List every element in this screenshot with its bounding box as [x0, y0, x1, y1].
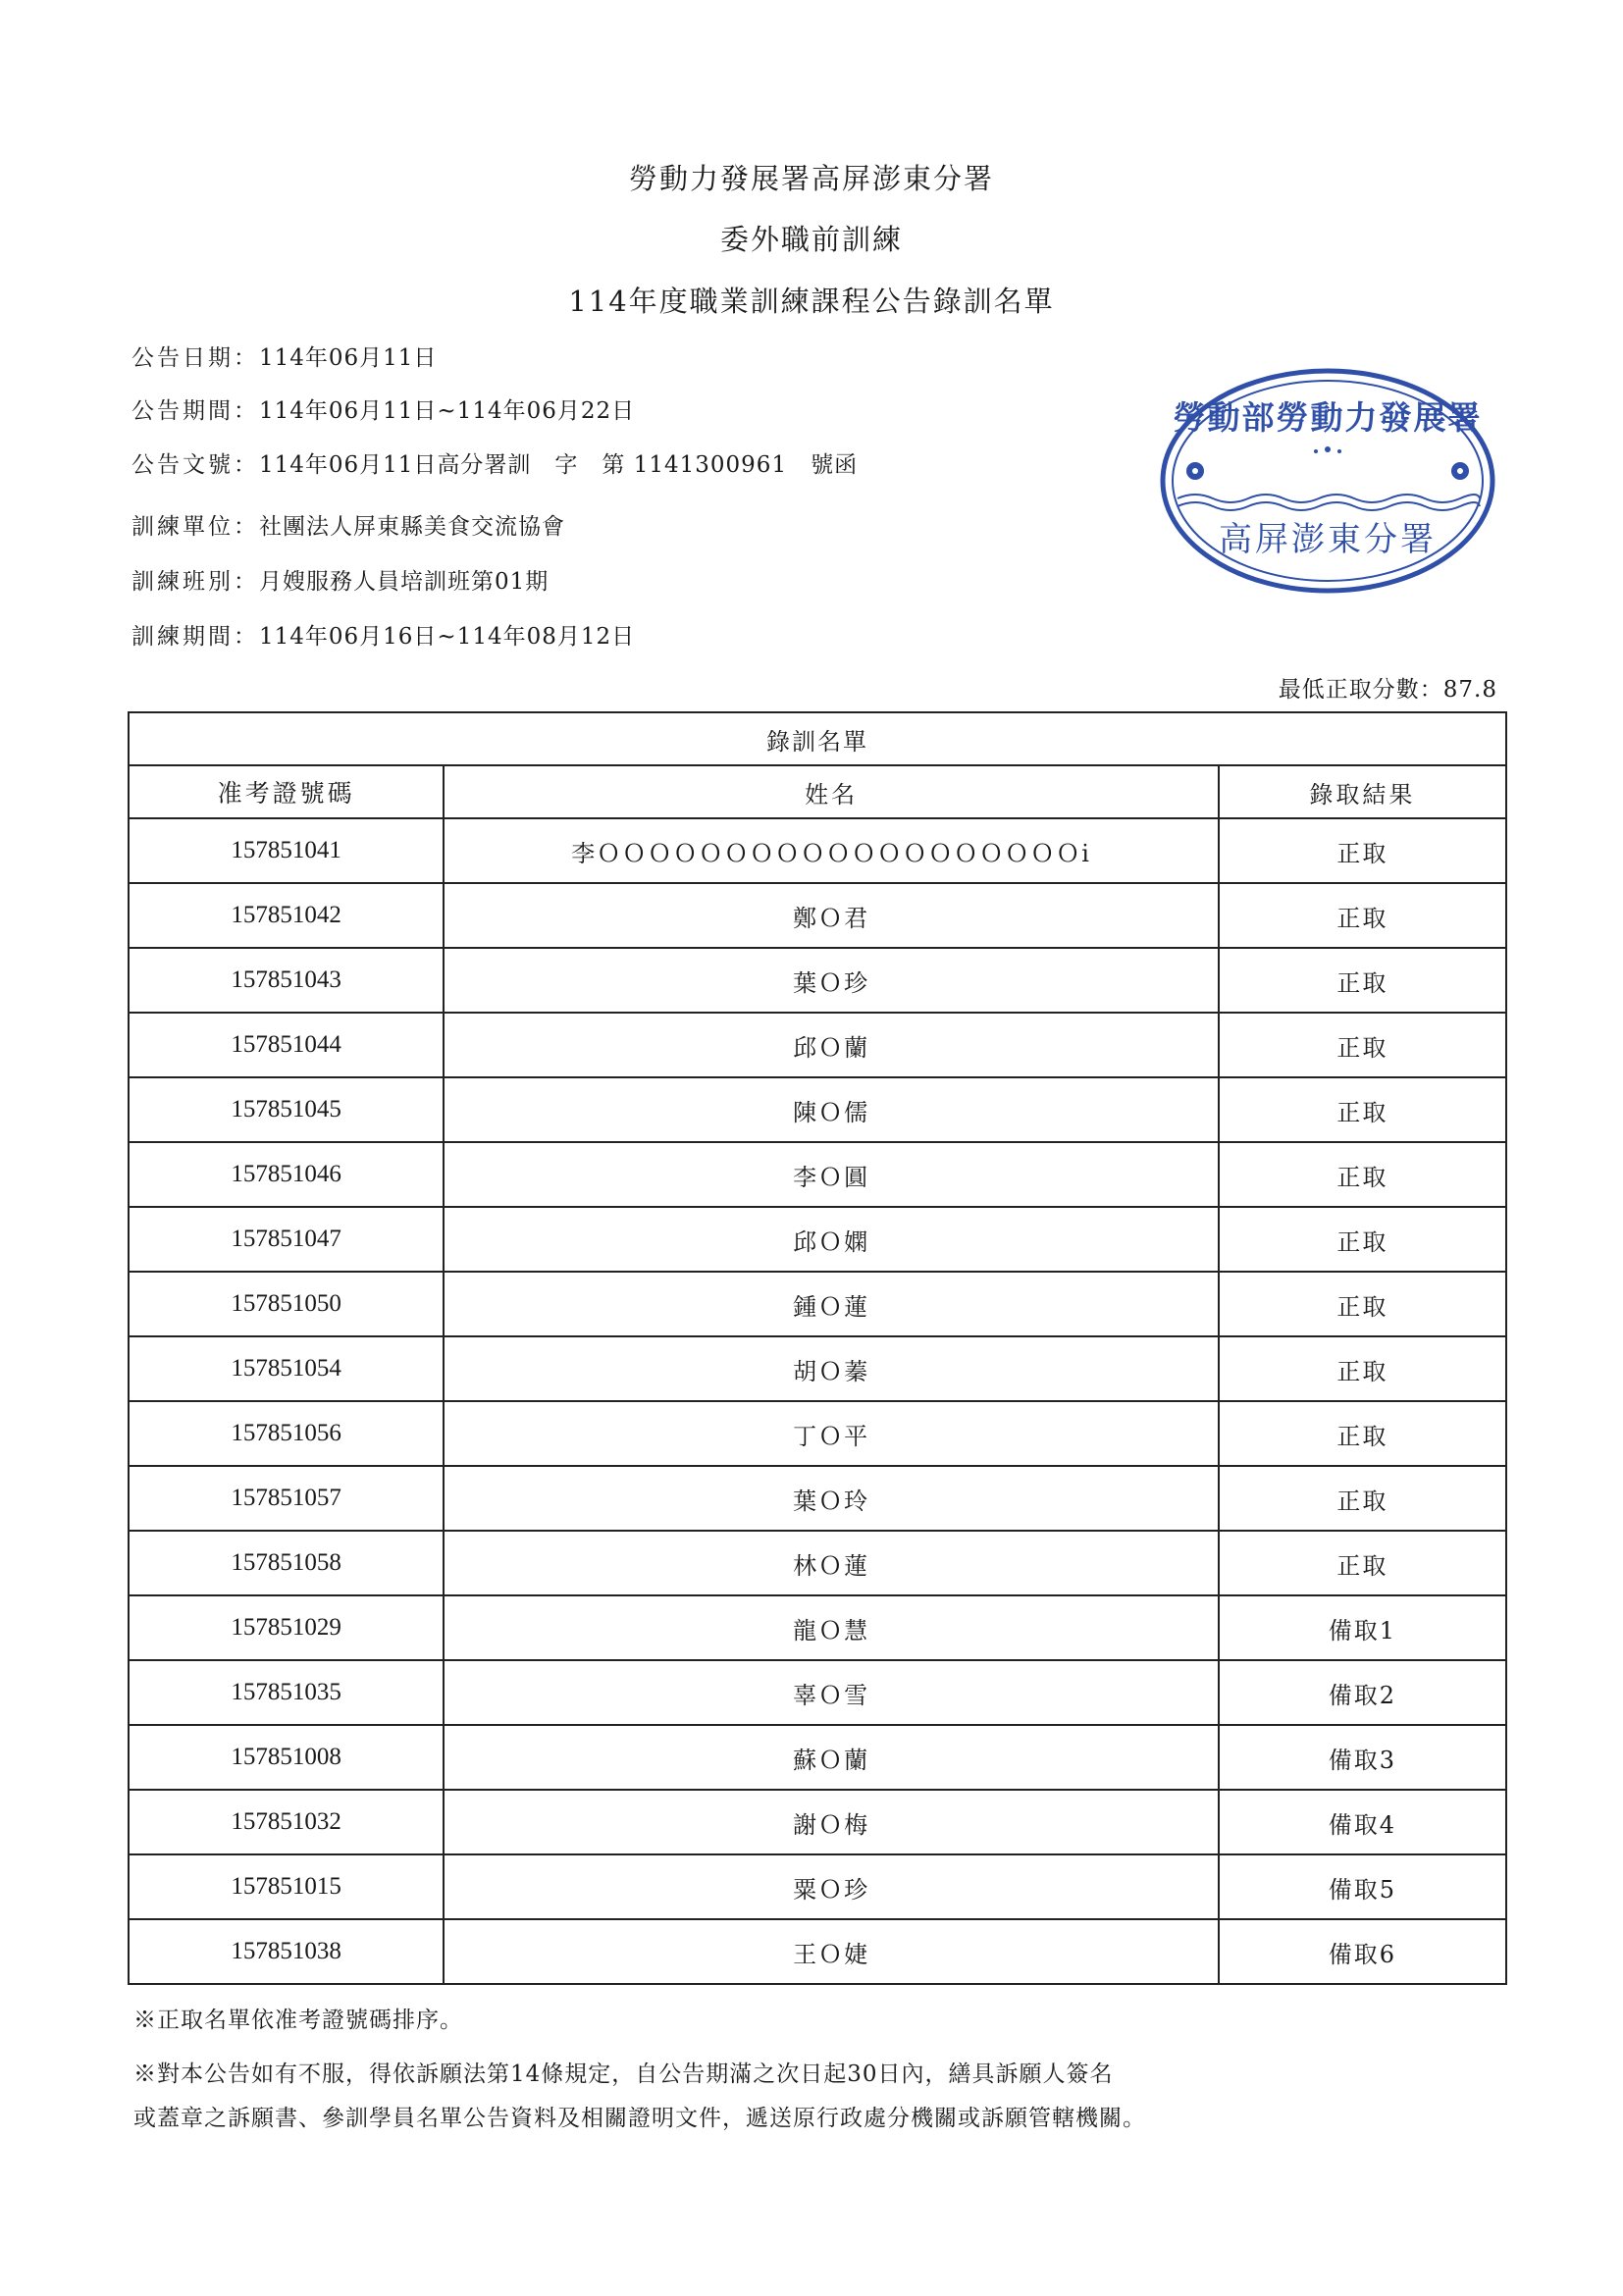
- cell-name: 龍Ｏ慧: [444, 1595, 1219, 1660]
- note-appeal-line2: 或蓋章之訴願書、參訓學員名單公告資料及相關證明文件，遞送原行政處分機關或訴願管轄機關。: [133, 2106, 1146, 2131]
- announce-period-label: 公告期間：: [131, 398, 259, 424]
- cell-name: 辜Ｏ雪: [444, 1660, 1219, 1725]
- admission-table: [128, 711, 1507, 1985]
- table-row: [129, 1790, 1506, 1854]
- table-row: [129, 883, 1506, 948]
- cell-name: 葉Ｏ珍: [444, 948, 1219, 1013]
- cell-result: 正取: [1219, 1401, 1506, 1466]
- table-row: [129, 948, 1506, 1013]
- cell-result: 正取: [1219, 948, 1506, 1013]
- training-unit-label: 訓練單位：: [131, 514, 259, 540]
- cell-exam-id: 157851056: [129, 1401, 444, 1466]
- table-row: [129, 1531, 1506, 1595]
- cell-exam-id: 157851050: [129, 1272, 444, 1336]
- table-caption: 錄訓名單: [129, 712, 1506, 765]
- cell-result: 正取: [1219, 1466, 1506, 1531]
- training-class: [131, 563, 549, 596]
- cell-result: 正取: [1219, 1336, 1506, 1401]
- cell-result: 正取: [1219, 1142, 1506, 1207]
- announce-period-value: 114年06月11日~114年06月22日: [259, 398, 636, 424]
- cell-result: 備取4: [1219, 1790, 1506, 1854]
- cell-exam-id: 157851058: [129, 1531, 444, 1595]
- announce-period: [131, 392, 635, 425]
- cell-result: 正取: [1219, 1207, 1506, 1272]
- table-row: [129, 1725, 1506, 1790]
- table-row: [129, 1336, 1506, 1401]
- table-row: [129, 1077, 1506, 1142]
- cell-result: 備取2: [1219, 1660, 1506, 1725]
- program-title: 委外職前訓練: [719, 223, 903, 256]
- cell-result: 備取6: [1219, 1919, 1506, 1984]
- cell-name: 胡Ｏ蓁: [444, 1336, 1219, 1401]
- cell-exam-id: 157851035: [129, 1660, 444, 1725]
- training-class-value: 月嫂服務人員培訓班第01期: [259, 569, 550, 595]
- cell-result: 正取: [1219, 1272, 1506, 1336]
- cell-name: 謝Ｏ梅: [444, 1790, 1219, 1854]
- official-seal-stamp: [1156, 363, 1499, 599]
- header-name: 姓名: [444, 765, 1219, 818]
- cell-name: 丁Ｏ平: [444, 1401, 1219, 1466]
- doc-number-label: 公告文號：: [131, 452, 259, 478]
- doc-number-value: 114年06月11日高分署訓 字 第 1141300961 號函: [259, 452, 859, 478]
- table-header-row: [129, 765, 1506, 818]
- agency-title: 勞動力發展署高屏澎東分署: [628, 162, 994, 195]
- cell-exam-id: 157851038: [129, 1919, 444, 1984]
- cell-exam-id: 157851029: [129, 1595, 444, 1660]
- table-row: [129, 1466, 1506, 1531]
- table-row: [129, 1272, 1506, 1336]
- announce-date: [131, 339, 437, 372]
- cell-result: 正取: [1219, 883, 1506, 948]
- announce-date-label: 公告日期：: [131, 345, 259, 371]
- cell-name: 粟Ｏ珍: [444, 1854, 1219, 1919]
- cell-exam-id: 157851032: [129, 1790, 444, 1854]
- minimum-score: 最低正取分數：87.8: [1278, 677, 1497, 703]
- seal-top-text: 勞動部勞動力發展署: [1173, 398, 1483, 437]
- table-row: [129, 1207, 1506, 1272]
- cell-result: 備取5: [1219, 1854, 1506, 1919]
- cell-exam-id: 157851008: [129, 1725, 444, 1790]
- list-title: 114年度職業訓練課程公告錄訓名單: [568, 285, 1055, 318]
- table-row: [129, 1919, 1506, 1984]
- table-row: [129, 1854, 1506, 1919]
- note-appeal-line1: ※對本公告如有不服，得依訴願法第14條規定，自公告期滿之次日起30日內，繕具訴願人簽名: [133, 2061, 1114, 2087]
- cell-result: 正取: [1219, 818, 1506, 883]
- cell-name: 王Ｏ婕: [444, 1919, 1219, 1984]
- cell-result: 正取: [1219, 1013, 1506, 1077]
- cell-exam-id: 157851043: [129, 948, 444, 1013]
- table-row: [129, 1595, 1506, 1660]
- header-exam-id: 准考證號碼: [129, 765, 444, 818]
- cell-exam-id: 157851054: [129, 1336, 444, 1401]
- table-row: [129, 818, 1506, 883]
- cell-name: 邱Ｏ嫻: [444, 1207, 1219, 1272]
- cell-name: 蘇Ｏ蘭: [444, 1725, 1219, 1790]
- cell-result: 備取3: [1219, 1725, 1506, 1790]
- table-row: [129, 1142, 1506, 1207]
- table-row: [129, 1013, 1506, 1077]
- cell-name: 鄭Ｏ君: [444, 883, 1219, 948]
- training-unit-value: 社團法人屏東縣美食交流協會: [259, 514, 565, 540]
- cell-exam-id: 157851041: [129, 818, 444, 883]
- training-class-label: 訓練班別：: [131, 569, 259, 595]
- cell-result: 正取: [1219, 1077, 1506, 1142]
- announce-date-value: 114年06月11日: [259, 345, 438, 371]
- cell-exam-id: 157851046: [129, 1142, 444, 1207]
- cell-name: 陳Ｏ儒: [444, 1077, 1219, 1142]
- training-period-value: 114年06月16日~114年08月12日: [259, 624, 636, 650]
- doc-number: [131, 446, 858, 479]
- header-result: 錄取結果: [1219, 765, 1506, 818]
- table-row: [129, 1660, 1506, 1725]
- cell-result: 正取: [1219, 1531, 1506, 1595]
- cell-name: 鍾Ｏ蓮: [444, 1272, 1219, 1336]
- note-sorting: ※正取名單依准考證號碼排序。: [133, 2008, 463, 2033]
- table-row: [129, 1401, 1506, 1466]
- cell-exam-id: 157851015: [129, 1854, 444, 1919]
- cell-name: 林Ｏ蓮: [444, 1531, 1219, 1595]
- cell-exam-id: 157851057: [129, 1466, 444, 1531]
- training-period: [131, 618, 635, 651]
- cell-exam-id: 157851045: [129, 1077, 444, 1142]
- cell-name: 邱Ｏ蘭: [444, 1013, 1219, 1077]
- training-unit: [131, 508, 565, 541]
- cell-exam-id: 157851044: [129, 1013, 444, 1077]
- cell-name: 李ＯＯＯＯＯＯＯＯＯＯＯＯＯＯＯＯＯＯＯi: [444, 818, 1219, 883]
- training-period-label: 訓練期間：: [131, 624, 259, 650]
- cell-result: 備取1: [1219, 1595, 1506, 1660]
- cell-name: 葉Ｏ玲: [444, 1466, 1219, 1531]
- table-caption-row: [129, 712, 1506, 765]
- cell-exam-id: 157851047: [129, 1207, 444, 1272]
- cell-name: 李Ｏ圓: [444, 1142, 1219, 1207]
- cell-exam-id: 157851042: [129, 883, 444, 948]
- seal-bottom-text: 高屏澎東分署: [1219, 520, 1437, 559]
